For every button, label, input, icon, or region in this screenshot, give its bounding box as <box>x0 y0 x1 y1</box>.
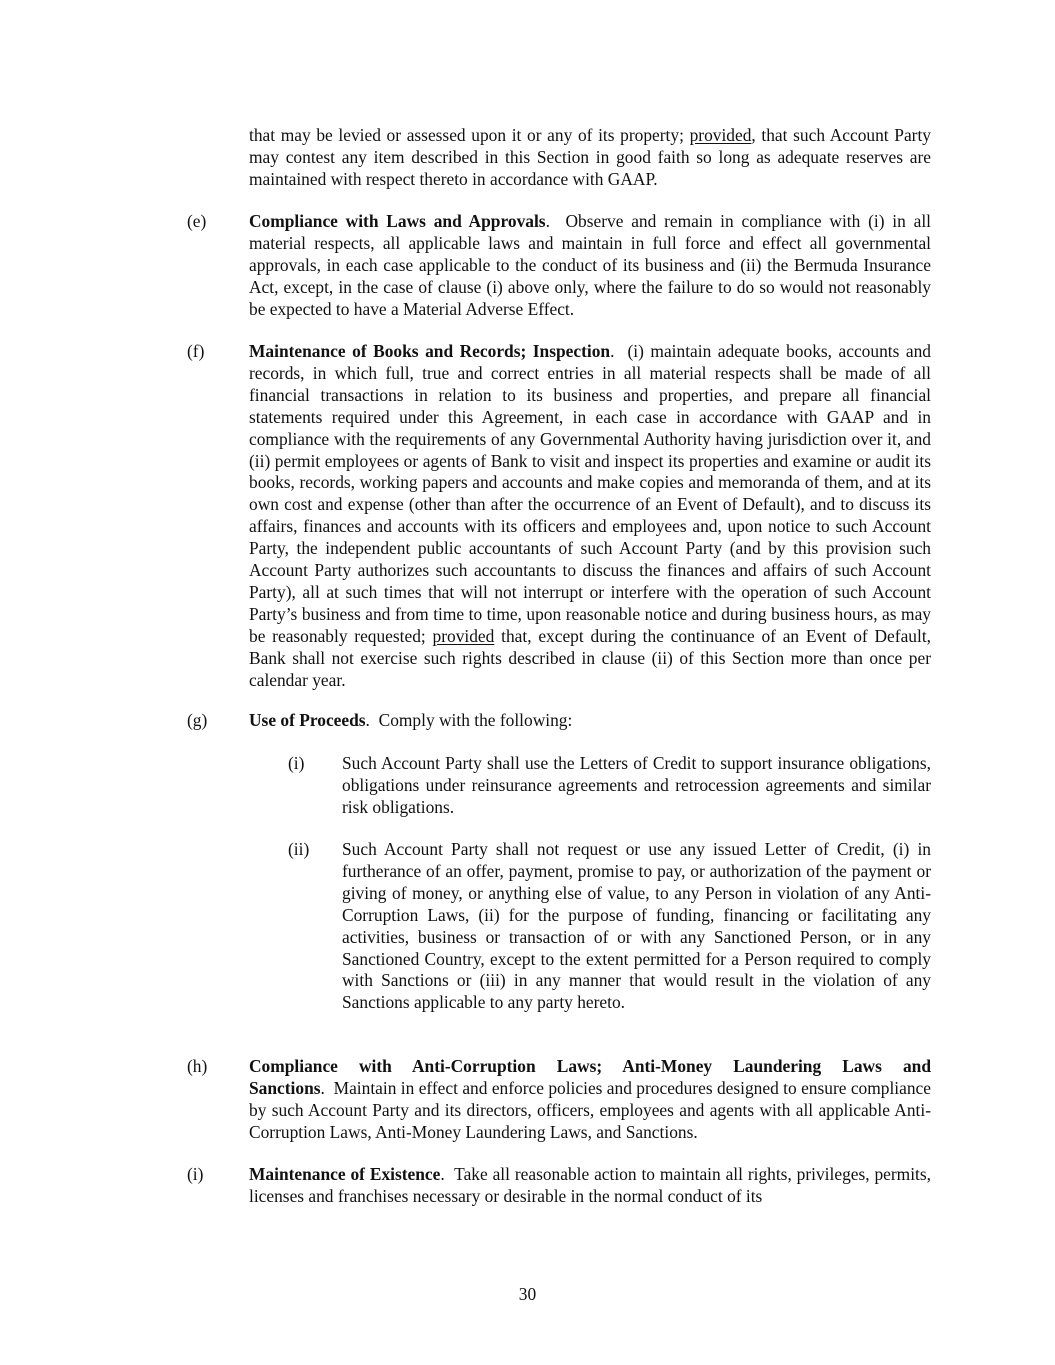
section-f-body-end: that, except during the continuance of an Event of Default, Bank shall not exercise such rights described in clause (ii) of this Section more than once per calendar year. <box>249 625 931 690</box>
item-g-i-text: Such Account Party shall use the Letters of Credit to support insurance obligations, obligations under reinsurance agreements and retrocession agreements and similar risk obligations. <box>342 753 931 817</box>
section-e-paragraph <box>249 211 931 321</box>
section-i-heading: Maintenance of Existence <box>249 1164 441 1184</box>
continuation-text-end: , that such Account Party may contest any item described in this Section in good faith so long as adequate reserves are maintained with respect thereto in accordance with GAAP. <box>249 125 931 189</box>
section-f-body: (i) maintain adequate books, accounts and records, in which full, true and correct entries in all material respects shall be made of all financial transactions in relation to its business and properties, and prepare all financial statements required under this Agreement, in each case in accordance with GAAP and in compliance with the requirements of any Governmental Authority having jurisdiction over it, and (ii) permit employees or agents of Bank to visit and inspect its properties and examine or audit its books, records, working papers and accounts and make copies and memoranda of them, and at its own cost and expense (other than after the occurrence of an Event of Default), and to discuss its affairs, finances and accounts with its officers and employees and, upon notice to such Account Party, the independent public accountants of such Account Party (and by this provision such Account Party authorizes such accountants to discuss the finances and affairs of such Account Party), all at such times that will not interrupt or interfere with the operation of such Account Party’s business and from time to time, upon reasonable notice and during business hours, as may be reasonably requested; <box>249 341 931 646</box>
section-e-body: Observe and remain in compliance with (i) in all material respects, all applicable laws and maintain in full force and effect all governmental approvals, in each case applicable to the conduct of its business and (ii) the Bermuda Insurance Act, except, in the case of clause (i) above only, where the failure to do so would not reasonably be expected to have a Material Adverse Effect. <box>249 211 931 319</box>
item-g-ii-label: (ii) <box>288 839 310 859</box>
item-g-ii-text: Such Account Party shall not request or use any issued Letter of Credit, (i) in furtherance of an offer, payment, promise to pay, or authorization of the payment or giving of money, or anything else of value, to any Person in violation of any Anti-Corruption Laws, (ii) for the purpose of funding, financing or facilitating any activities, business or transaction of or with any Sanctioned Person, or in any Sanctioned Country, except to the extent permitted for a Person required to comply with Sanctions or (iii) in any manner that would result in the violation of any Sanctions applicable to any party hereto. <box>342 839 931 1013</box>
section-f-label: (f) <box>187 341 205 361</box>
section-g-heading: Use of Proceeds <box>249 710 366 730</box>
section-f-paragraph <box>249 341 931 692</box>
section-e-label: (e) <box>187 211 207 231</box>
section-g-body: Comply with the following: <box>378 710 573 730</box>
section-f-heading: Maintenance of Books and Records; Inspection <box>249 341 611 361</box>
section-i-paragraph <box>249 1164 931 1208</box>
section-h-body: Maintain in effect and enforce policies and procedures designed to ensure compliance by such Account Party and its directors, officers, employees and agents with all applicable Anti-Corruption Laws, Anti-Money Laundering Laws, and Sanctions. <box>249 1077 931 1142</box>
section-h-sep: . <box>320 1077 334 1098</box>
section-f-provided-term: provided <box>432 625 495 646</box>
section-h-paragraph <box>249 1056 931 1144</box>
continuation-paragraph <box>249 125 931 191</box>
section-i-label: (i) <box>187 1164 204 1184</box>
section-g-paragraph <box>249 710 931 732</box>
section-i-body: Take all reasonable action to maintain all rights, privileges, permits, licenses and franchises necessary or desirable in the normal conduct of its <box>249 1164 931 1206</box>
section-h-label: (h) <box>187 1056 208 1076</box>
page-number: 30 <box>518 1284 537 1304</box>
section-g-label: (g) <box>187 710 208 730</box>
section-f-sep: . <box>610 341 628 361</box>
section-g-sep: . <box>365 710 379 730</box>
continuation-text: that may be levied or assessed upon it or any of its property; <box>249 125 690 145</box>
section-i-sep: . <box>440 1164 455 1184</box>
item-g-i-label: (i) <box>288 753 305 773</box>
section-e-heading: Compliance with Laws and Approvals <box>249 211 546 231</box>
section-e-sep: . <box>545 211 566 231</box>
provided-term: provided <box>689 125 752 145</box>
section-h-heading: Compliance with Anti-Corruption Laws; Anti-Money Laundering Laws and Sanctions <box>249 1056 931 1098</box>
